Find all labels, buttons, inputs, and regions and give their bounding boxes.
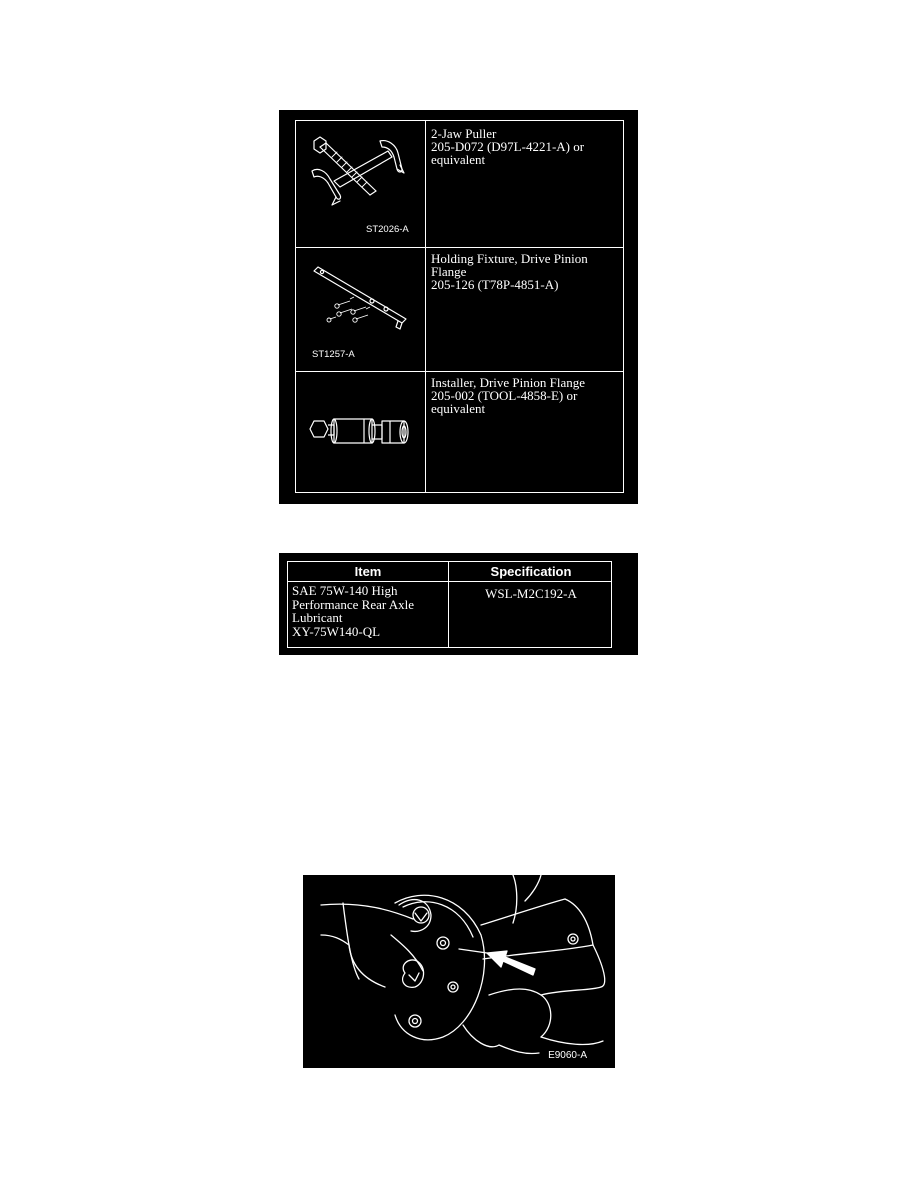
tool-description [431,127,621,166]
tools-row-divider [296,371,623,372]
spec-item-line: SAE 75W-140 High [292,583,398,598]
special-tools-table [279,110,638,504]
spec-header-divider [288,581,611,582]
figure-code: E9060-A [548,1050,587,1061]
lubricant-specification-table [279,553,638,655]
tool-description [431,252,621,291]
spec-header-item: Item [354,564,382,579]
flange-installer-icon [308,401,414,461]
two-jaw-puller-icon [310,135,410,215]
spec-value-cell: WSL-M2C192-A [485,586,577,601]
tool-description-line: equivalent [431,152,486,167]
tool-description-line: 205-126 (T78P-4851-A) [431,277,559,292]
holding-fixture-icon [310,261,410,341]
tool-description-line: Holding Fixture, Drive Pinion [431,251,588,266]
tools-column-divider [425,121,426,492]
tool-description-line: 2-Jaw Puller [431,126,497,141]
spec-table-frame [287,561,612,648]
tool-description-line: Flange [431,264,467,279]
tool-description-line: 205-002 (TOOL-4858-E) or [431,388,578,403]
driveshaft-flange-figure [303,875,615,1068]
tool-description-line: Installer, Drive Pinion Flange [431,375,586,390]
tool-description-line: 205-D072 (D97L-4221-A) or [431,139,585,154]
driveshaft-flange-illustration [303,875,615,1068]
tools-row-divider [296,247,623,248]
spec-header-specification: Specification [490,564,572,579]
spec-item-line: Performance Rear Axle [292,596,415,612]
tools-table-frame [295,120,624,493]
tool-description [431,376,621,415]
tool-image-code: ST2026-A [366,224,409,235]
spec-item-cell [292,584,414,638]
tool-description-line: equivalent [431,401,486,416]
tool-image-code: ST1257-A [312,349,355,360]
spec-item-line: XY-75W140-QL [292,623,381,639]
spec-item-line: Lubricant [292,610,343,625]
